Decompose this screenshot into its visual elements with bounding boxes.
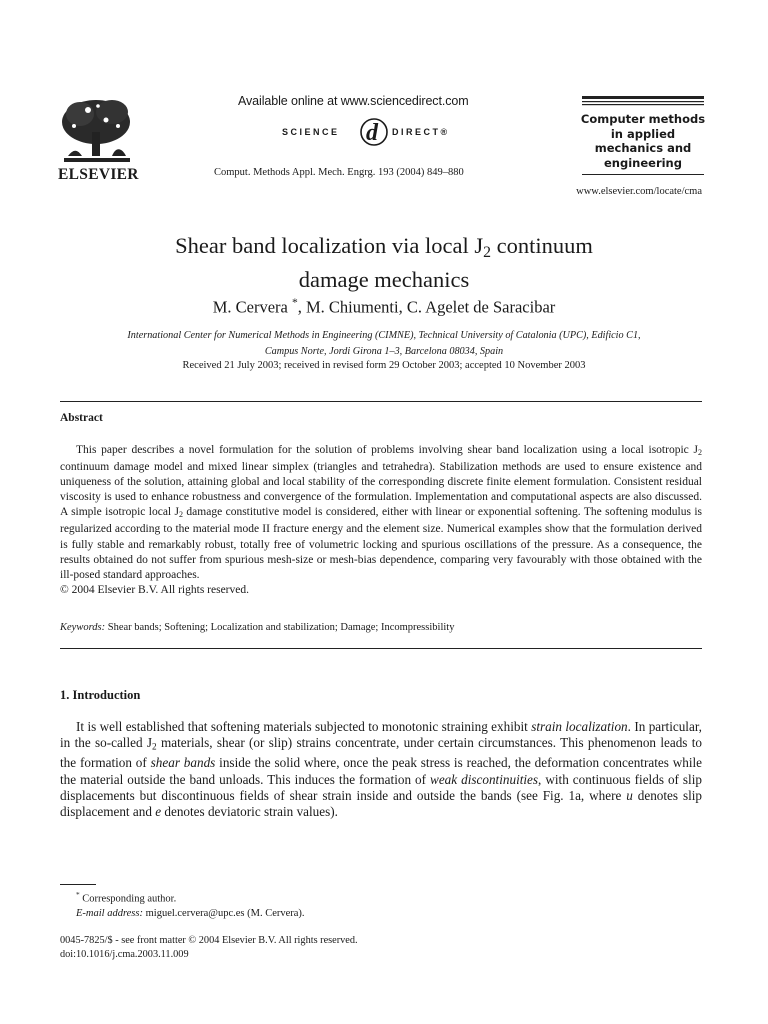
- body-text: inside the solid where, once the peak stress is reached, the deformation concentrates while the material outside the band unloads. This induces the formation of: [60, 755, 703, 787]
- abstract-subscript: 2: [179, 510, 184, 520]
- author-affiliation: [60, 328, 708, 359]
- keywords-label: Keywords:: [60, 622, 106, 633]
- journal-title: [578, 112, 708, 170]
- journal-title-line: in applied: [610, 126, 676, 141]
- abstract-copyright: © 2004 Elsevier B.V. All rights reserved.: [60, 583, 249, 596]
- keywords: [60, 622, 702, 633]
- journal-title-line: engineering: [604, 155, 682, 170]
- abstract-text: continuum damage model and mixed linear simplex (triangles and tetrahedra). Stabilization methods are used to ensure existence and uniqueness of the solution, attaining global and local stability of the corresponding discrete finite element formulation. Consistent residual viscosity is used to enhance robustness and convergence of the formulation. Implementation and computational aspects are also discussed. A simple isotropic local J: [60, 461, 702, 519]
- body-text: , with continuous fields of slip displacements but discontinuous fields of shear strain inside and outside the bands (see Fig. 1a, where: [60, 771, 702, 803]
- abstract-paragraph: [60, 443, 702, 583]
- article-title-line: damage mechanics: [298, 266, 470, 292]
- footnote-text: Corresponding author.: [82, 893, 177, 905]
- journal-title-line: mechanics and: [594, 141, 692, 155]
- section-heading: 1. Introduction: [60, 688, 141, 702]
- emphasis-text: strain localization: [531, 719, 628, 734]
- emphasis-text: u: [626, 787, 633, 803]
- body-text: materials, shear (or slip) strains concentrate, under certain circumstances. This phenomenon leads to the formation of: [60, 735, 702, 771]
- publisher-name: ELSEVIER: [58, 166, 139, 183]
- emphasis-text: shear bands: [150, 755, 216, 771]
- received-dates: Received 21 July 2003; received in revised form 29 October 2003; accepted 10 November 2003: [182, 360, 586, 371]
- issn-line: 0045-7825/$ - see front matter © 2004 Elsevier B.V. All rights reserved.: [60, 935, 358, 946]
- doi-link[interactable]: doi:10.1016/j.cma.2003.11.009: [60, 949, 189, 960]
- journal-title-divider: [582, 174, 704, 175]
- section-body: [60, 719, 702, 821]
- affiliation-line: International Center for Numerical Methods in Engineering (CIMNE), Technical University of Catalonia (UPC), Edificio C1,: [127, 330, 641, 341]
- email-label: E-mail address:: [76, 908, 143, 919]
- footnote-email: [60, 907, 702, 922]
- email-link[interactable]: miguel.cervera@upc.es: [145, 908, 245, 919]
- footnote-corresponding: [60, 888, 702, 907]
- article-title: [60, 232, 708, 293]
- abstract-text: This paper describes a novel formulation for the solution of problems involving shear band localization using a local isotropic J: [76, 444, 698, 456]
- article-title-line: [60, 232, 708, 266]
- abstract-body: [60, 443, 702, 598]
- emphasis-text: weak discontinuities: [430, 771, 539, 787]
- sciencedirect-left-text: SCIENCE: [282, 127, 340, 137]
- emphasis-text: e: [155, 804, 162, 820]
- abstract-top-divider: [60, 401, 702, 402]
- body-text: denotes deviatoric strain values).: [161, 804, 338, 820]
- author-name: M. Cervera: [212, 297, 292, 317]
- available-online-text: Available online at www.sciencedirect.com: [238, 94, 469, 108]
- journal-reference: Comput. Methods Appl. Mech. Engrg. 193 (2004) 849–880: [214, 167, 464, 178]
- body-text: It is well established that softening materials subjected to monotonic straining exhibit: [76, 719, 532, 734]
- footnote-divider: [60, 884, 96, 885]
- abstract-bottom-divider: [60, 648, 702, 649]
- abstract-text: damage constitutive model is considered, either with linear or exponential softening. The softening modulus is regularized according to the material mode II fracture energy and the element size. Numerical examples show that the formulation derived is fully stable and remarkably robust, totally free of volumetric locking and spurious oscillations of the pressure. As a consequence, the results obtained do not suffer from spurious mesh-size or mesh-bias dependence, comparing very favourably with those obtained with the ill-posed standard approaches.: [60, 506, 702, 581]
- affiliation-line: Campus Norte, Jordi Girona 1–3, Barcelona 08034, Spain: [264, 345, 504, 357]
- tree-logo-icon: [58, 96, 136, 164]
- footnotes: [60, 888, 702, 922]
- body-text: denotes slip displacement and: [60, 787, 703, 820]
- footnote-mark: *: [76, 890, 80, 899]
- body-subscript: 2: [152, 741, 157, 752]
- title-text: Shear band localization via local J: [175, 233, 484, 258]
- journal-url-link[interactable]: www.elsevier.com/locate/cma: [576, 186, 702, 197]
- svg-text:d: d: [366, 120, 378, 146]
- journal-title-line: Computer methods: [580, 112, 706, 126]
- email-owner: (M. Cervera).: [244, 908, 305, 919]
- sciencedirect-right-text: DIRECT®: [392, 127, 450, 137]
- author-list: [60, 297, 708, 318]
- page-footer: [60, 934, 702, 962]
- body-text: . In particular, in the so-called J: [60, 719, 702, 751]
- journal-title-rules: [582, 96, 704, 106]
- title-text: continuum: [491, 233, 593, 258]
- corresponding-author-mark[interactable]: *: [291, 297, 298, 309]
- abstract-subscript: 2: [697, 448, 702, 457]
- keywords-list: Shear bands; Softening; Localization and stabilization; Damage; Incompressibility: [107, 622, 455, 633]
- abstract-heading: Abstract: [60, 412, 103, 424]
- title-subscript: 2: [483, 243, 491, 261]
- sciencedirect-logo: [282, 113, 472, 149]
- body-paragraph: [60, 719, 702, 821]
- author-names: , M. Chiumenti, C. Agelet de Saracibar: [297, 297, 556, 317]
